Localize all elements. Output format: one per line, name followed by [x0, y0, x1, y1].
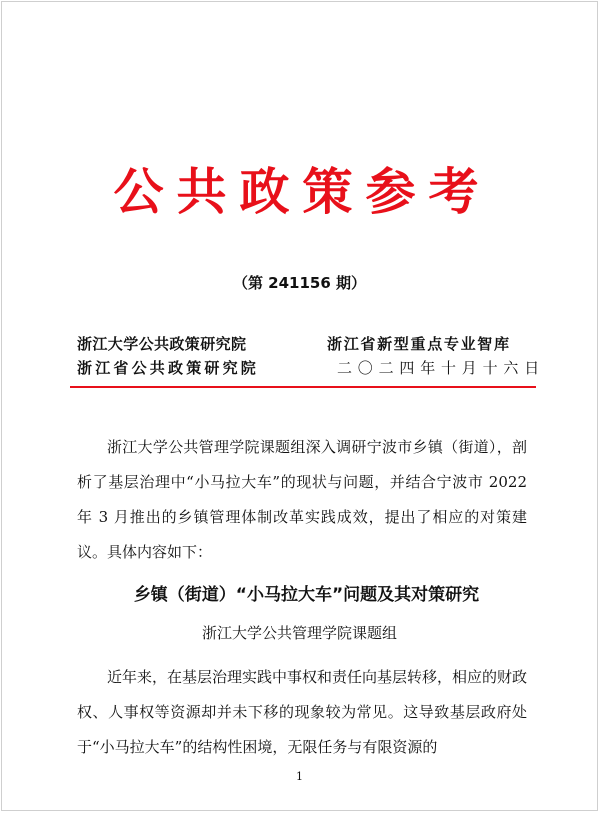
think-tank-label: 浙江省新型重点专业智库 — [327, 335, 511, 353]
publish-date: 二〇二四年十月十六日 — [337, 359, 546, 377]
header-divider — [70, 386, 536, 388]
page-number: 1 — [296, 770, 303, 783]
document-page — [1, 1, 598, 811]
section-title: 乡镇（街道）“小马拉大车”问题及其对策研究 — [133, 585, 480, 605]
document-title: 公共政策参考 — [113, 162, 492, 221]
publisher-line-1: 浙江大学公共政策研究院 — [77, 335, 247, 353]
body-paragraph: 近年来，在基层治理实践中事权和责任向基层转移，相应的财政权、人事权等资源却并未下移的现象较为常见。这导致基层政府处于“小马拉大车”的结构性困境，无限任务与有限资源的 — [77, 668, 528, 756]
intro-paragraph: 浙江大学公共管理学院课题组深入调研宁波市乡镇（街道），剖析了基层治理中“小马拉大车”的现状与问题，并结合宁波市 2022 年 3 月推出的乡镇管理体制改革实践成效，提出了相应的对策建议。具体内容如下： — [77, 438, 527, 561]
publisher-line-2: 浙江省公共政策研究院 — [77, 359, 260, 377]
issue-number: （第 241156 期） — [232, 274, 367, 292]
author-line: 浙江大学公共管理学院课题组 — [201, 624, 397, 642]
